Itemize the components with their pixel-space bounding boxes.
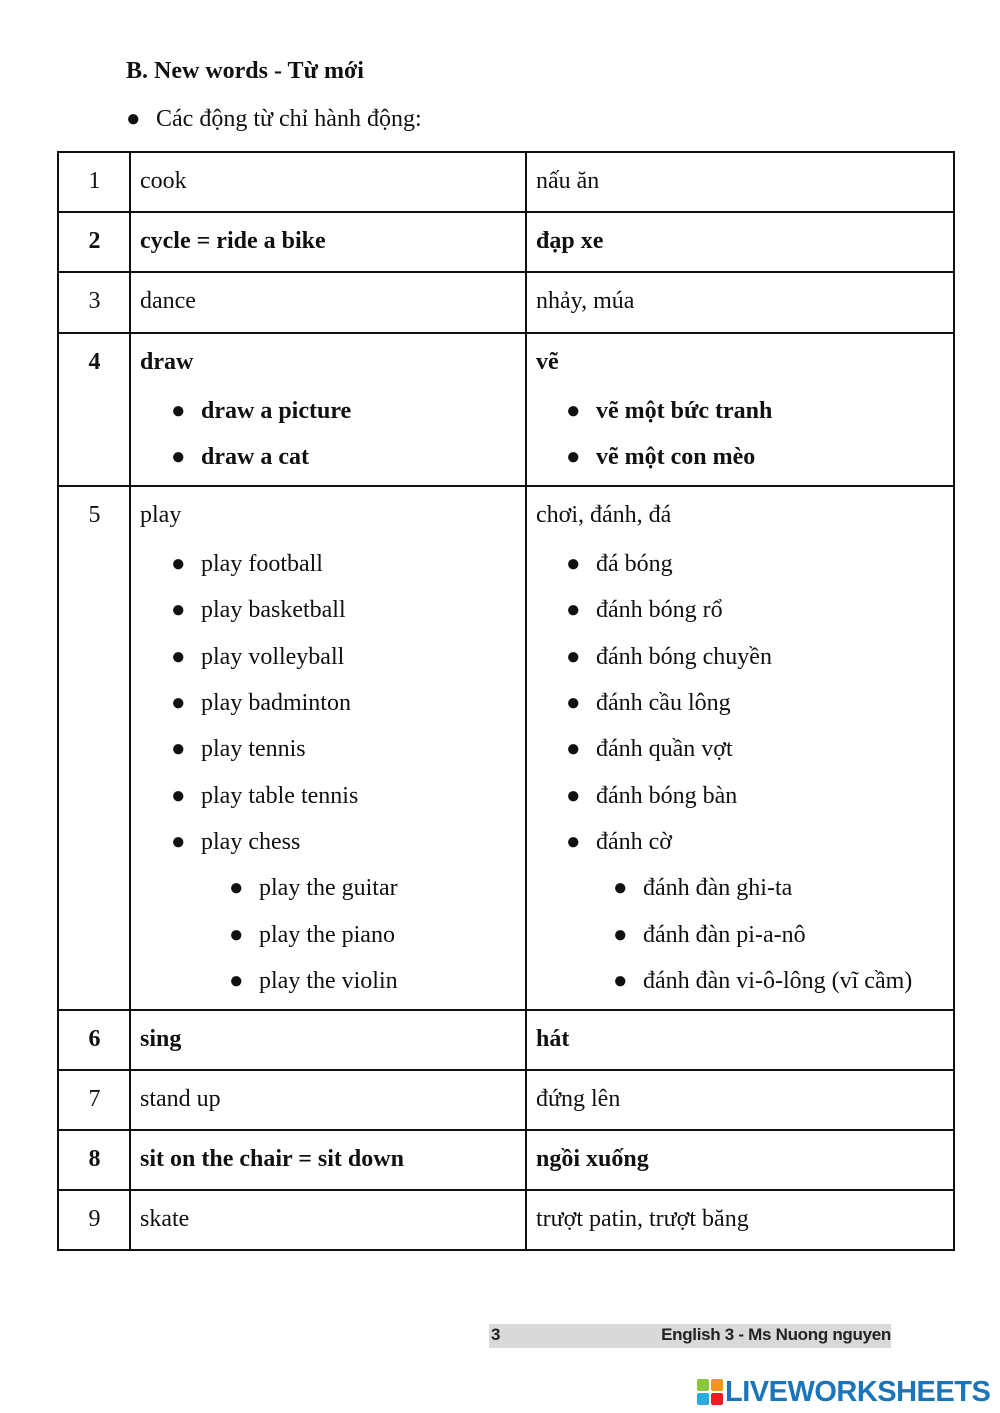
table-row [58,333,954,486]
bullet-icon: ● [566,397,581,424]
vietnamese-cell [526,486,954,1010]
vietnamese-meaning: đạp xe [526,212,954,272]
english-word: draw [140,348,194,375]
list-item: ● play the guitar [229,875,398,902]
course-title: English 3 - Ms Nuong nguyen [661,1325,891,1344]
row-number: 8 [58,1130,130,1190]
page-footer [489,1324,891,1348]
list-item: ● play tennis [171,736,306,763]
bullet-icon: ● [229,875,244,902]
intro-line [126,106,422,133]
bullet-icon: ● [229,968,244,995]
bullet-icon: ● [171,689,186,716]
list-item: ● đánh bóng bàn [566,782,738,809]
list-item: ● đánh bóng rổ [566,597,723,624]
list-item: ● đánh đàn pi-a-nô [613,921,806,948]
list-item: ● play the violin [229,968,398,995]
list-item: ● đánh cờ ● đánh đàn ghi-ta ● đánh đàn pi-a-nô ● đánh đàn vi-ô-lông (vĩ cầm) [596,829,945,995]
vietnamese-meaning: vẽ [536,348,559,375]
vietnamese-meaning: nhảy, múa [526,272,954,332]
table-row [58,1070,954,1130]
english-word: cycle = ride a bike [130,212,526,272]
bullet-icon: ● [566,782,581,809]
nested-list [596,875,945,994]
vietnamese-meaning: đứng lên [526,1070,954,1130]
bullet-icon: ● [171,597,186,624]
vietnamese-cell [526,333,954,486]
list-item: ● play volleyball [171,643,345,670]
list-item: ● play basketball [171,597,346,624]
row-number: 9 [58,1190,130,1250]
bullet-icon: ● [171,736,186,763]
liveworksheets-logo-icon [697,1379,723,1405]
section-heading: B. New words - Từ mới [126,58,364,84]
watermark-text: LIVEWORKSHEETS [725,1375,991,1408]
list-item: ● đánh bóng chuyền [566,643,772,670]
intro-text: Các động từ chỉ hành động: [156,106,422,132]
english-word: dance [130,272,526,332]
table-row [58,272,954,332]
nested-list [201,875,517,994]
vocabulary-table [57,151,955,1251]
bullet-icon: ● [613,875,628,902]
english-cell [130,486,526,1010]
list-item: ● đá bóng [566,550,673,577]
bullet-icon: ● [126,106,141,132]
english-word: sit on the chair = sit down [130,1130,526,1190]
vietnamese-meaning: ngồi xuống [526,1130,954,1190]
liveworksheets-logo [697,1375,990,1409]
bullet-icon: ● [566,736,581,763]
vietnamese-meaning: nấu ăn [526,152,954,212]
row-number: 1 [58,152,130,212]
bullet-icon: ● [566,643,581,670]
table-row [58,1190,954,1250]
bullet-icon: ● [566,689,581,716]
english-cell [130,333,526,486]
page-number: 3 [491,1325,501,1344]
bullet-icon: ● [171,550,186,577]
vietnamese-meaning: trượt patin, trượt băng [526,1190,954,1250]
row-number: 3 [58,272,130,332]
table-row [58,212,954,272]
list-item: ● vẽ một bức tranh [566,397,773,424]
bullet-icon: ● [566,829,581,856]
example-list [536,551,945,995]
list-item: ● play the piano [229,921,395,948]
bullet-icon: ● [613,968,628,995]
vietnamese-meaning: chơi, đánh, đá [536,501,672,528]
bullet-icon: ● [171,782,186,809]
list-item: ● vẽ một con mèo [566,444,756,471]
example-list [536,398,945,471]
list-item: ● play football [171,550,323,577]
table-row [58,152,954,212]
table-row [58,1010,954,1070]
bullet-icon: ● [566,444,581,471]
english-word: cook [130,152,526,212]
english-word: play [140,501,182,528]
list-item: ● draw a cat [171,444,309,471]
list-item: ● play chess ● play the guitar ● play the piano ● play the violin [201,829,517,995]
english-word: stand up [130,1070,526,1130]
vietnamese-meaning: hát [526,1010,954,1070]
list-item: ● play table tennis [171,782,359,809]
bullet-icon: ● [229,921,244,948]
row-number: 5 [58,486,130,1010]
bullet-icon: ● [171,643,186,670]
row-number: 6 [58,1010,130,1070]
row-number: 4 [58,333,130,486]
english-word: sing [130,1010,526,1070]
bullet-icon: ● [171,397,186,424]
list-item: ● đánh đàn ghi-ta [613,875,793,902]
bullet-icon: ● [171,829,186,856]
row-number: 7 [58,1070,130,1130]
bullet-icon: ● [171,444,186,471]
example-list [140,398,517,471]
list-item: ● đánh cầu lông [566,689,731,716]
english-word: skate [130,1190,526,1250]
list-item: ● đánh đàn vi-ô-lông (vĩ cầm) [613,968,913,995]
bullet-icon: ● [613,921,628,948]
bullet-icon: ● [566,597,581,624]
row-number: 2 [58,212,130,272]
list-item: ● đánh quần vợt [566,736,733,763]
table-row [58,1130,954,1190]
list-item: ● draw a picture [171,397,352,424]
bullet-icon: ● [566,550,581,577]
table-row [58,486,954,1010]
example-list [140,551,517,995]
list-item: ● play badminton [171,689,351,716]
